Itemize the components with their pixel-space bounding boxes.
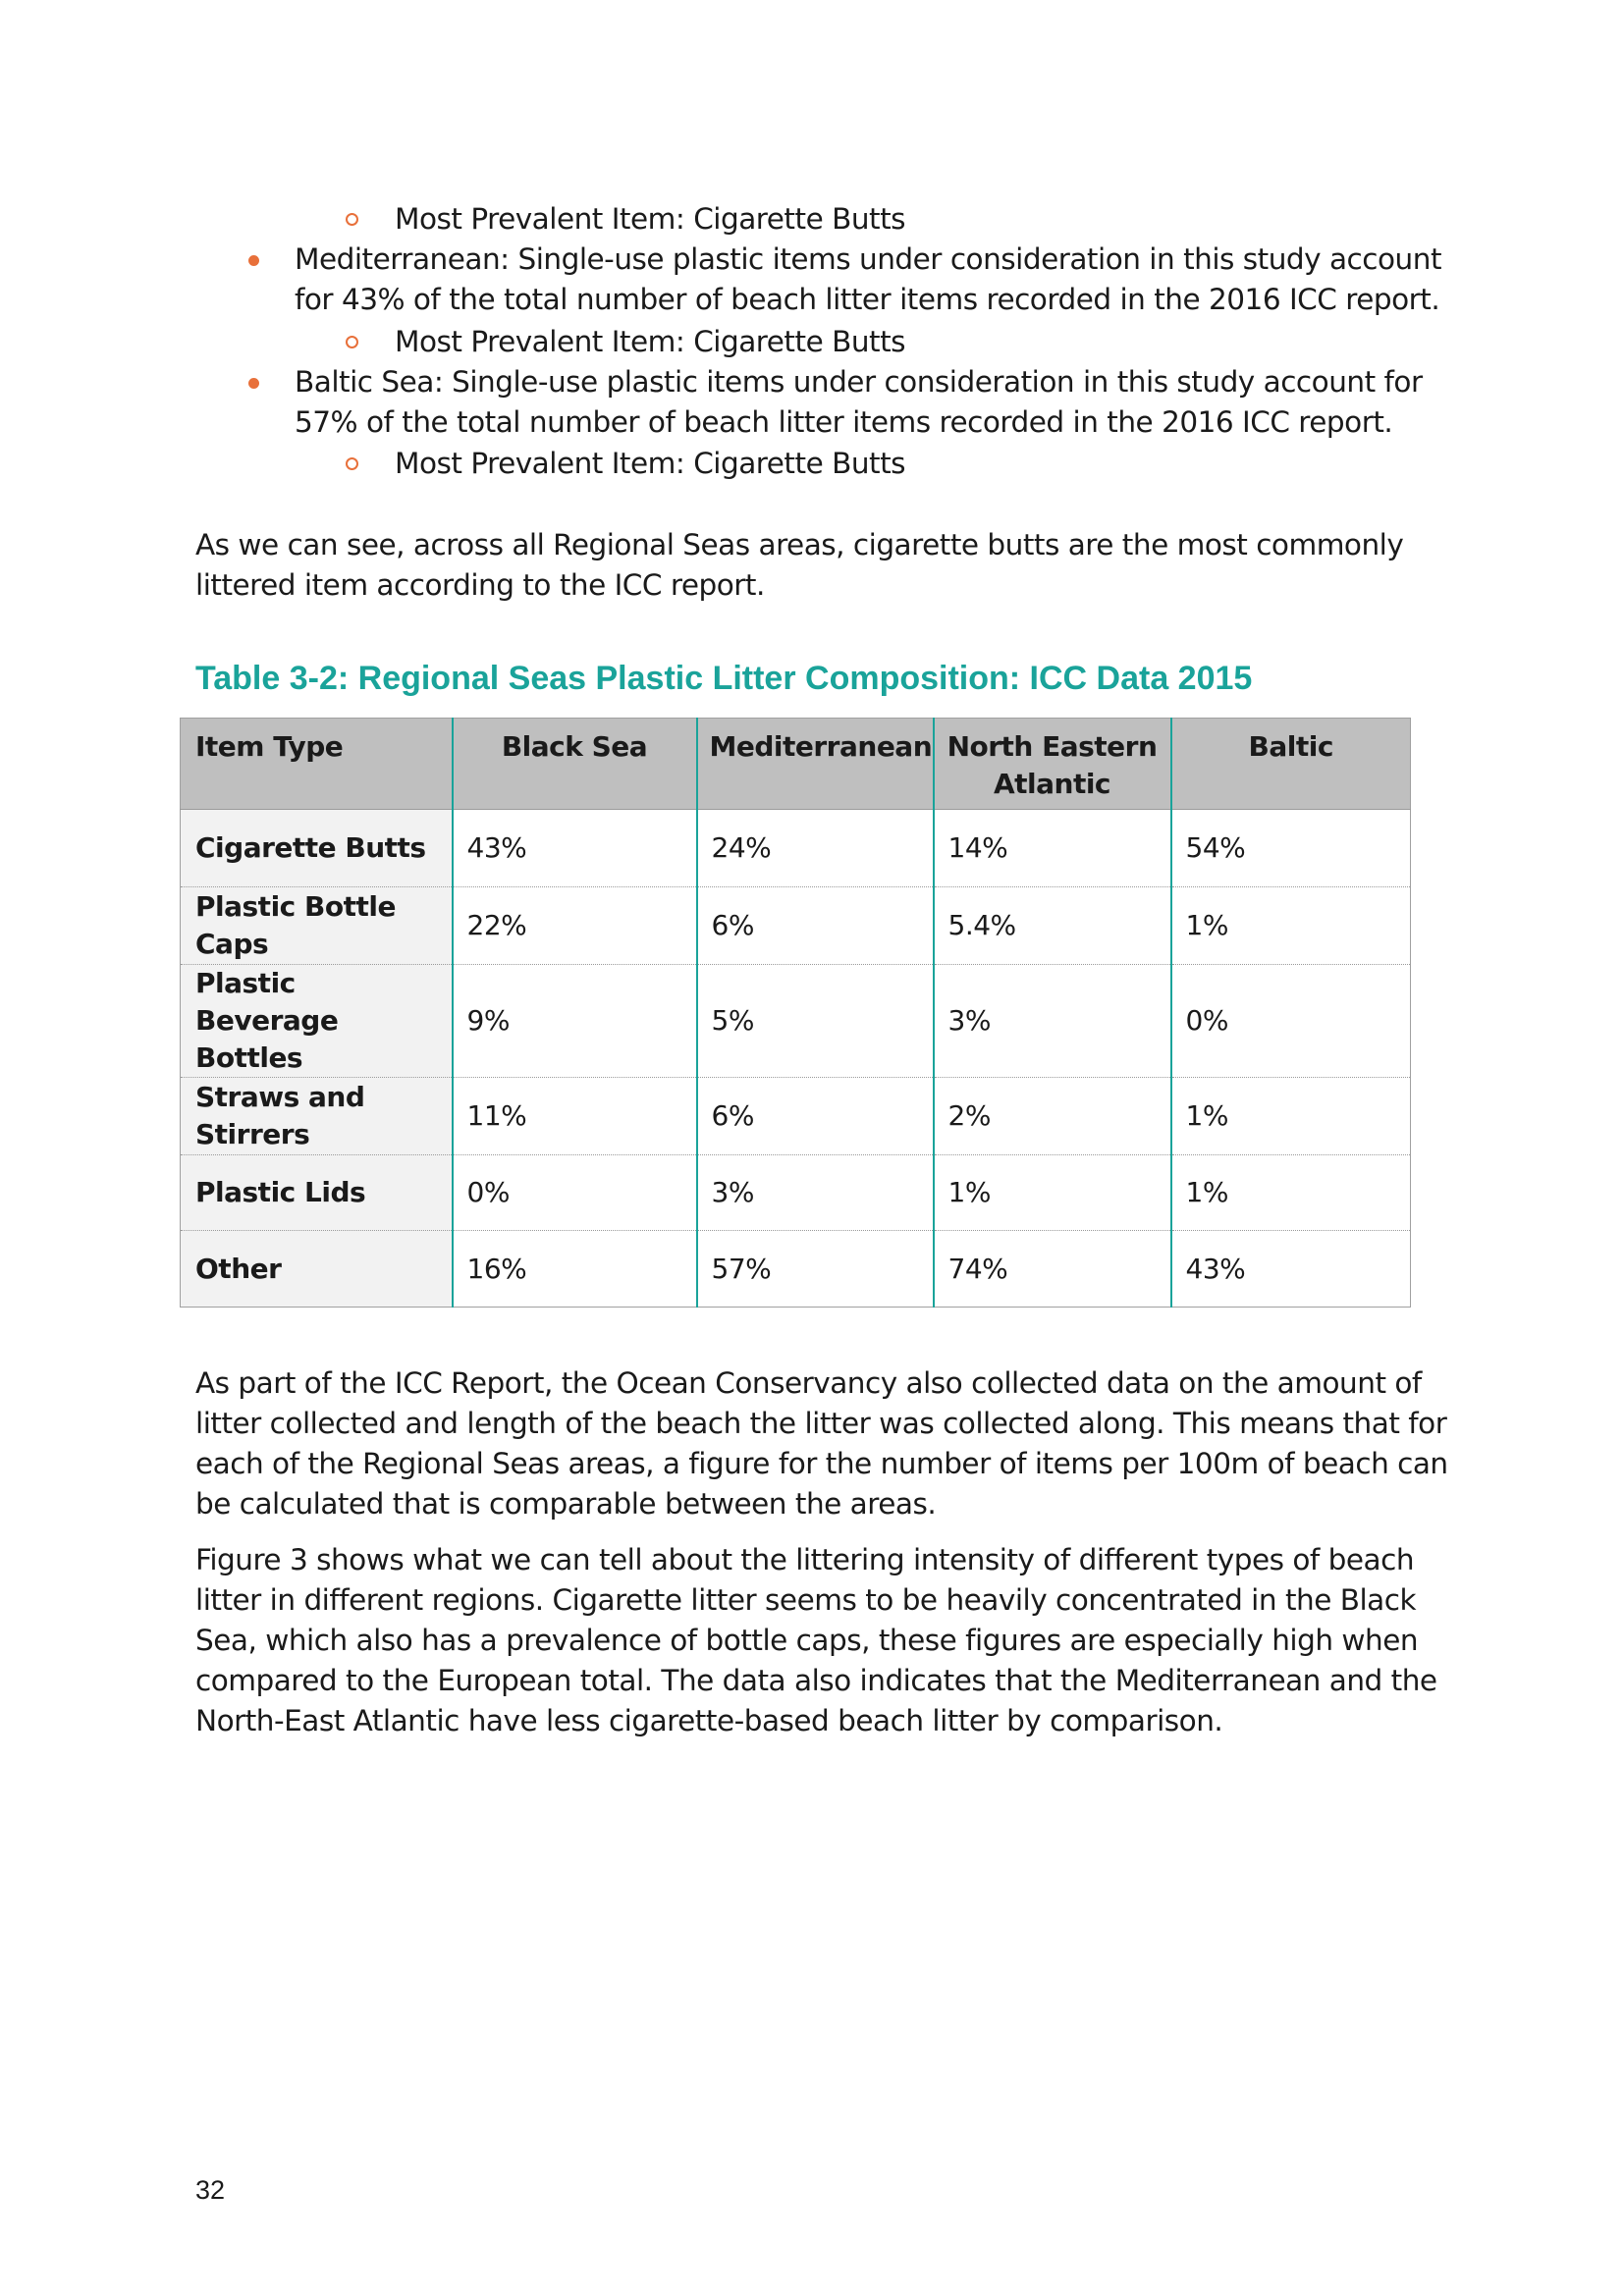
- sub-bullet-icon: [346, 457, 358, 470]
- table-cell: 1%: [934, 1155, 1171, 1231]
- sub-bullet-text: Most Prevalent Item: Cigarette Butts: [395, 202, 906, 236]
- row-label: Plastic Beverage Bottles: [181, 965, 453, 1078]
- paragraph-line: As part of the ICC Report, the Ocean Conservancy also collected data on the amount of: [195, 1366, 1422, 1400]
- table-cell: 5%: [697, 965, 934, 1078]
- sub-bullet-icon: [346, 213, 358, 226]
- paragraph-line: littered item according to the ICC report.: [195, 568, 765, 602]
- table-row: [181, 965, 1411, 1078]
- bullet-text: Baltic Sea: Single-use plastic items under consideration in this study account for: [295, 365, 1423, 399]
- column-header: Mediterranean: [697, 719, 934, 810]
- table-row: [181, 1078, 1411, 1155]
- bullet-icon: [248, 255, 259, 266]
- table-cell: 74%: [934, 1231, 1171, 1308]
- bullet-icon: [248, 378, 259, 389]
- paragraph-line: compared to the European total. The data also indicates that the Mediterranean and the: [195, 1664, 1437, 1697]
- column-header: Item Type: [181, 719, 453, 810]
- table-cell: 22%: [453, 887, 697, 965]
- page-number: 32: [195, 2175, 226, 2205]
- table-cell: 16%: [453, 1231, 697, 1308]
- table-cell: 43%: [453, 810, 697, 887]
- litter-composition-table: [180, 718, 1411, 1308]
- row-label: Plastic Lids: [181, 1155, 453, 1231]
- table-cell: 3%: [934, 965, 1171, 1078]
- table-cell: 24%: [697, 810, 934, 887]
- table-header-row: [181, 719, 1411, 810]
- table-cell: 9%: [453, 965, 697, 1078]
- bullet-text: Mediterranean: Single-use plastic items under consideration in this study account: [295, 242, 1442, 276]
- table-row: [181, 1155, 1411, 1231]
- table-cell: 1%: [1171, 1078, 1411, 1155]
- table-caption: Table 3-2: Regional Seas Plastic Litter Composition: ICC Data 2015: [195, 660, 1253, 697]
- paragraph-line: each of the Regional Seas areas, a figure for the number of items per 100m of beach can: [195, 1447, 1448, 1480]
- table-cell: 0%: [1171, 965, 1411, 1078]
- paragraph-line: be calculated that is comparable between the areas.: [195, 1487, 937, 1521]
- table-cell: 6%: [697, 1078, 934, 1155]
- paragraph-line: litter in different regions. Cigarette litter seems to be heavily concentrated in the Black: [195, 1583, 1417, 1617]
- table-cell: 2%: [934, 1078, 1171, 1155]
- bullet-text: for 43% of the total number of beach litter items recorded in the 2016 ICC report.: [295, 283, 1440, 316]
- table-row: [181, 1231, 1411, 1308]
- bullet-text: 57% of the total number of beach litter items recorded in the 2016 ICC report.: [295, 405, 1393, 439]
- table-row: [181, 887, 1411, 965]
- paragraph-line: As we can see, across all Regional Seas areas, cigarette butts are the most commonly: [195, 528, 1404, 561]
- table-cell: 0%: [453, 1155, 697, 1231]
- table-cell: 6%: [697, 887, 934, 965]
- table-row: [181, 810, 1411, 887]
- table-cell: 1%: [1171, 1155, 1411, 1231]
- row-label: Cigarette Butts: [181, 810, 453, 887]
- column-header: Black Sea: [453, 719, 697, 810]
- table-cell: 1%: [1171, 887, 1411, 965]
- row-label: Straws and Stirrers: [181, 1078, 453, 1155]
- table-cell: 5.4%: [934, 887, 1171, 965]
- table-cell: 43%: [1171, 1231, 1411, 1308]
- column-header: Baltic: [1171, 719, 1411, 810]
- paragraph-line: North-East Atlantic have less cigarette-based beach litter by comparison.: [195, 1704, 1223, 1737]
- column-header: North Eastern Atlantic: [934, 719, 1171, 810]
- table-cell: 54%: [1171, 810, 1411, 887]
- row-label: Other: [181, 1231, 453, 1308]
- table-cell: 11%: [453, 1078, 697, 1155]
- paragraph-line: Sea, which also has a prevalence of bottle caps, these figures are especially high when: [195, 1624, 1419, 1657]
- table-cell: 3%: [697, 1155, 934, 1231]
- table-cell: 57%: [697, 1231, 934, 1308]
- sub-bullet-text: Most Prevalent Item: Cigarette Butts: [395, 325, 906, 358]
- sub-bullet-icon: [346, 336, 358, 348]
- row-label: Plastic Bottle Caps: [181, 887, 453, 965]
- table-cell: 14%: [934, 810, 1171, 887]
- paragraph-line: Figure 3 shows what we can tell about the littering intensity of different types of beach: [195, 1543, 1415, 1576]
- sub-bullet-text: Most Prevalent Item: Cigarette Butts: [395, 447, 906, 480]
- paragraph-line: litter collected and length of the beach the litter was collected along. This means that for: [195, 1407, 1447, 1440]
